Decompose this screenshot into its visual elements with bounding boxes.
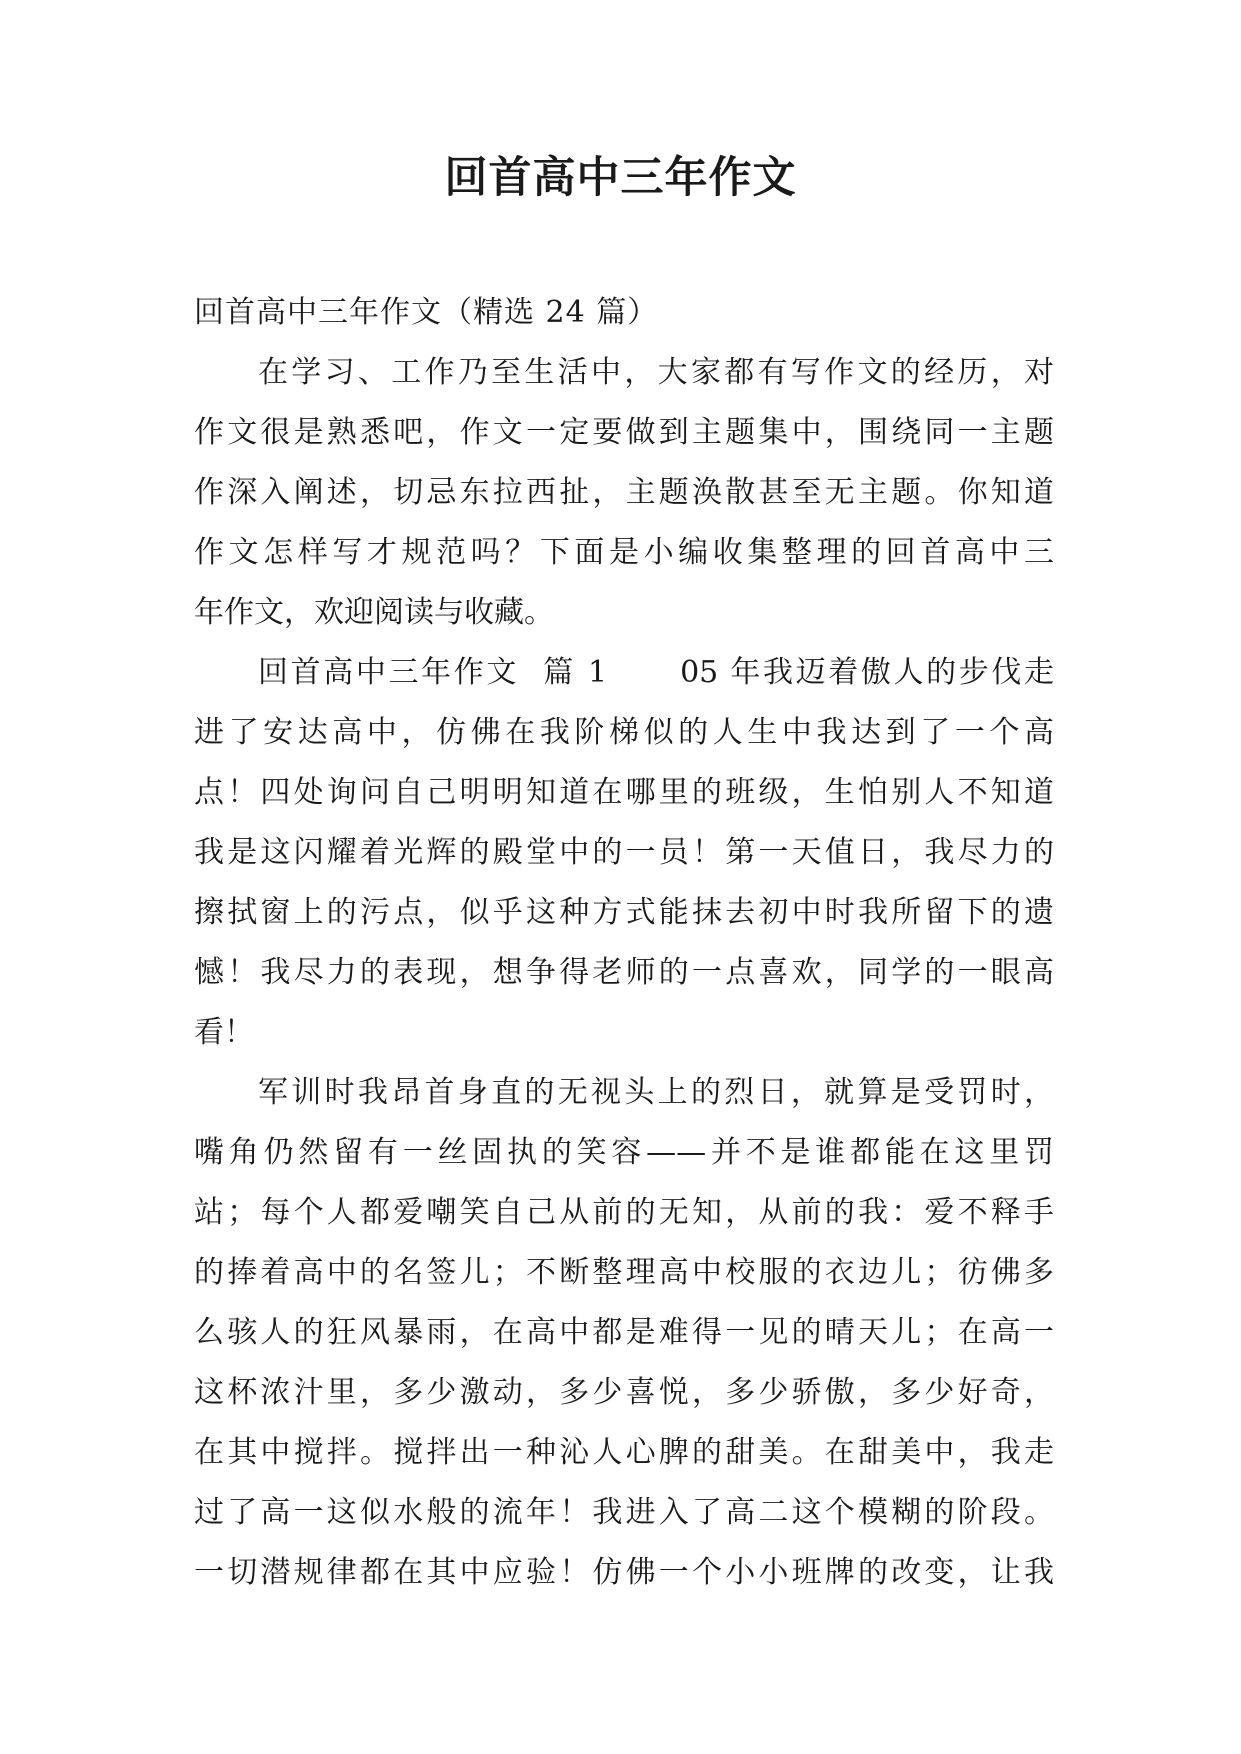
paragraph-line: 在学习、工作乃至生活中，大家都有写作文的经历，对 <box>258 355 1054 390</box>
paragraph-line: 回首高中三年作文 篇 1 05 年我迈着傲人的步伐走 <box>258 655 1054 690</box>
paragraph-line: 军训时我昂首身直的无视头上的烈日，就算是受罚时， <box>258 1075 1054 1110</box>
paragraph-line: 看！ <box>194 1015 254 1050</box>
paragraph-line: 在其中搅拌。搅拌出一种沁人心脾的甜美。在甜美中，我走 <box>194 1435 1054 1470</box>
paragraph-line: 擦拭窗上的污点，似乎这种方式能抹去初中时我所留下的遗 <box>194 895 1054 930</box>
paragraph-line: 憾！我尽力的表现，想争得老师的一点喜欢，同学的一眼高 <box>194 955 1054 990</box>
paragraph-line: 过了高一这似水般的流年！我进入了高二这个模糊的阶段。 <box>194 1495 1054 1530</box>
paragraph-line: 的捧着高中的名签儿；不断整理高中校服的衣边儿；彷佛多 <box>194 1255 1054 1290</box>
paragraph-line: 这杯浓汁里，多少激动，多少喜悦，多少骄傲，多少好奇， <box>194 1375 1054 1410</box>
paragraph-line: 年作文，欢迎阅读与收藏。 <box>194 595 554 630</box>
page-title: 回首高中三年作文 <box>444 153 797 203</box>
paragraph-military-training <box>194 1063 1054 1603</box>
paragraph-line: 作文怎样写才规范吗？下面是小编收集整理的回首高中三 <box>194 535 1054 570</box>
paragraph-line: 一切潜规律都在其中应验！仿佛一个小小班牌的改变，让我 <box>194 1555 1054 1590</box>
document-subtitle: 回首高中三年作文（精选 24 篇） <box>194 295 659 330</box>
paragraph-line: 我是这闪耀着光辉的殿堂中的一员！第一天值日，我尽力的 <box>194 835 1054 870</box>
paragraph-line: 站；每个人都爱嘲笑自己从前的无知，从前的我：爱不释手 <box>194 1195 1054 1230</box>
paragraph-intro <box>194 343 1054 643</box>
paragraph-essay-1 <box>194 643 1054 1063</box>
document-body <box>194 283 1054 1603</box>
paragraph-line: 嘴角仍然留有一丝固执的笑容——并不是谁都能在这里罚 <box>194 1135 1054 1170</box>
paragraph-line: 作深入阐述，切忌东拉西扯，主题涣散甚至无主题。你知道 <box>194 475 1054 510</box>
paragraph-line: 进了安达高中，仿佛在我阶梯似的人生中我达到了一个高 <box>194 715 1054 750</box>
paragraph-line: 点！四处询问自己明明知道在哪里的班级，生怕别人不知道 <box>194 775 1054 810</box>
paragraph-line: 么骇人的狂风暴雨，在高中都是难得一见的晴天儿；在高一 <box>194 1315 1054 1350</box>
paragraph-line: 作文很是熟悉吧，作文一定要做到主题集中，围绕同一主题 <box>194 415 1054 450</box>
